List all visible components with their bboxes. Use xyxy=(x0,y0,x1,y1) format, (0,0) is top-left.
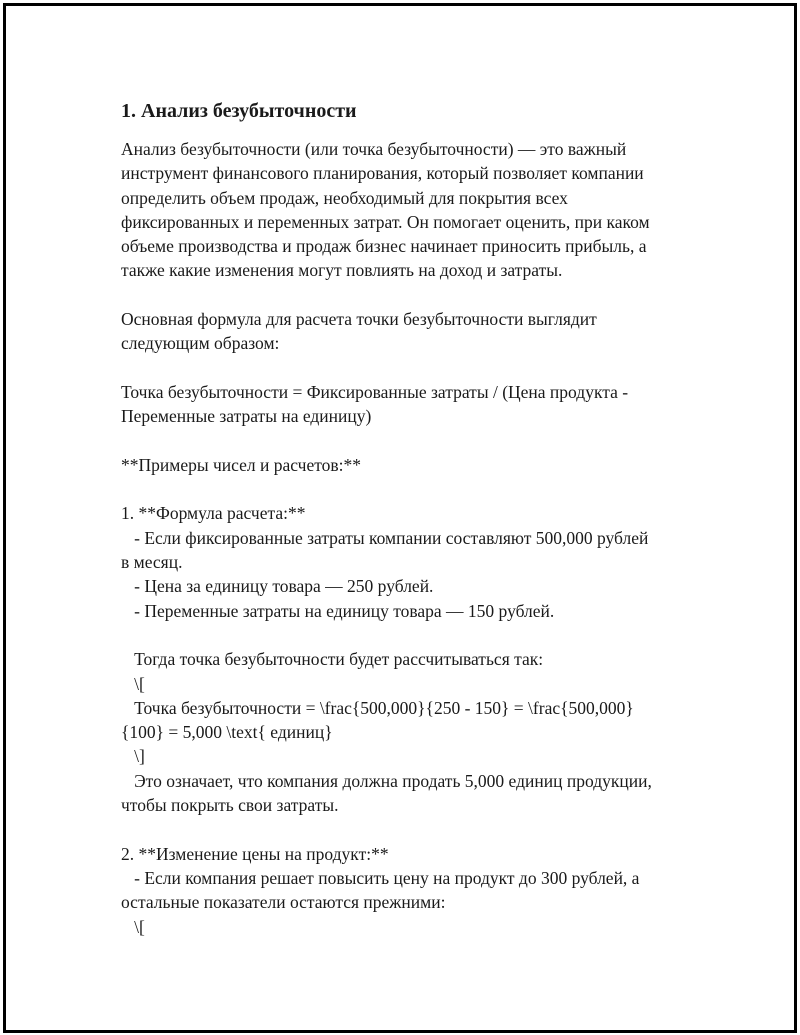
text-line: - Цена за единицу товара — 250 рублей. xyxy=(121,576,434,597)
text-line: также какие изменения могут повлиять на доход и затраты. xyxy=(121,260,563,281)
text-line: - Если фиксированные затраты компании составляют 500,000 рублей xyxy=(121,527,649,548)
text-line: Точка безубыточности = Фиксированные затраты / (Цена продукта - xyxy=(121,381,629,402)
text-line: Точка безубыточности = \frac{500,000}{250 - 150} = \frac{500,000} xyxy=(121,697,634,718)
text-line: фиксированных и переменных затрат. Он помогает оценить, при каком xyxy=(121,211,650,232)
text-line: {100} = 5,000 \text{ единиц} xyxy=(121,722,333,743)
example-title: 1. **Формула расчета:** xyxy=(121,503,306,524)
text-line: Это означает, что компания должна продать 5,000 единиц продукции, xyxy=(121,770,652,791)
text-line: инструмент финансового планирования, который позволяет компании xyxy=(121,163,644,184)
text-line: Переменные затраты на единицу) xyxy=(121,406,372,427)
text-line: Основная формула для расчета точки безубыточности выглядит xyxy=(121,309,597,330)
document-content xyxy=(121,99,711,939)
formula-paragraph xyxy=(121,380,711,429)
examples-heading: **Примеры чисел и расчетов:** xyxy=(121,454,362,475)
formula-intro-paragraph xyxy=(121,307,711,356)
text-line: чтобы покрыть свои затраты. xyxy=(121,795,339,816)
document-page xyxy=(3,3,797,1033)
example-1 xyxy=(121,501,711,817)
text-line: \] xyxy=(121,746,145,767)
intro-paragraph xyxy=(121,137,711,283)
example-2 xyxy=(121,842,711,939)
text-line: в месяц. xyxy=(121,552,183,573)
text-line: остальные показатели остаются прежними: xyxy=(121,892,446,913)
example-title: 2. **Изменение цены на продукт:** xyxy=(121,843,389,864)
text-line: определить объем продаж, необходимый для покрытия всех xyxy=(121,187,568,208)
text-line: \[ xyxy=(121,916,145,937)
text-line: следующим образом: xyxy=(121,333,280,354)
text-line: Анализ безубыточности (или точка безубыточности) — это важный xyxy=(121,139,627,159)
text-line: \[ xyxy=(121,673,145,694)
text-line: - Переменные затраты на единицу товара — 150 рублей. xyxy=(121,600,555,621)
text-line: объеме производства и продаж бизнес начинает приносить прибыль, а xyxy=(121,236,647,257)
text-line: - Если компания решает повысить цену на продукт до 300 рублей, а xyxy=(121,867,640,888)
section-heading: 1. Анализ безубыточности xyxy=(121,100,357,122)
text-line: Тогда точка безубыточности будет рассчитываться так: xyxy=(121,649,544,670)
